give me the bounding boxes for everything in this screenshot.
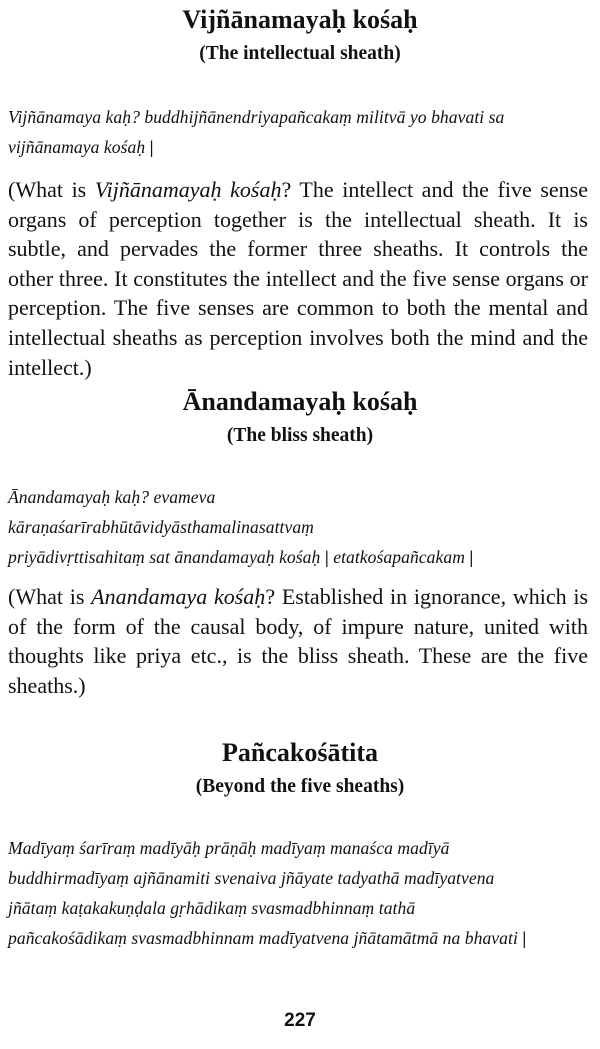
verse-line: buddhirmadīyaṃ ajñānamiti svenaiva jñāyate tadyathā madīyatvena — [8, 868, 495, 888]
verse-line-text: pañcakośādikaṃ svasmadbhinnam madīyatvena jñātamātmā na bhavati — [8, 928, 518, 948]
verse-line: Vijñānamaya kaḥ? buddhijñānendriyapañcakaṃ militvā yo bhavati sa — [8, 107, 505, 127]
danda-mark: | — [149, 137, 154, 157]
translation-emphasis: Vijñānamayaḥ kośaḥ — [94, 177, 282, 202]
translation-text — [0, 175, 600, 382]
danda-mark: | — [469, 547, 474, 567]
translation-suffix: ? Established in ignorance, which is of the form of the causal body, of impure nature, united with thoughts like priya etc., is the bliss sheath. These are the five sheaths.) — [8, 584, 588, 698]
translation-prefix: (What is — [8, 177, 95, 202]
sanskrit-verse-2 — [0, 482, 600, 572]
sanskrit-verse-1 — [0, 102, 600, 162]
verse-line — [0, 132, 600, 162]
verse-line: kāraṇaśarīrabhūtāvidyāsthamalinasattvaṃ — [8, 517, 314, 537]
verse-line — [0, 542, 600, 572]
section-subtitle: (The intellectual sheath) — [199, 43, 401, 64]
verse-line: Madīyaṃ śarīraṃ madīyāḥ prāṇāḥ madīyaṃ manaśca madīyā — [8, 838, 450, 858]
section-subtitle: (The bliss sheath) — [226, 425, 374, 446]
verse-line: Ānandamayaḥ kaḥ? evameva — [8, 487, 216, 507]
section-pancakosatita — [0, 738, 600, 799]
verse-line-text: etatkośapañcakam — [333, 547, 465, 567]
section-subtitle: (Beyond the five sheaths) — [195, 776, 405, 797]
section-title: Ānandamayaḥ kośaḥ — [182, 387, 418, 416]
verse-line-text: priyādivṛttisahitaṃ sat ānandamayaḥ kośaḥ — [8, 547, 321, 567]
danda-mark: | — [522, 928, 527, 948]
translation-text — [0, 582, 600, 700]
section-anandamaya — [0, 387, 600, 448]
section-title: Vijñānamayaḥ kośaḥ — [182, 5, 418, 34]
sanskrit-verse-3 — [0, 833, 600, 953]
section-title: Pañcakośātita — [222, 738, 378, 767]
verse-line-text: vijñānamaya kośaḥ — [8, 137, 146, 157]
translation-suffix: ? The intellect and the five sense organs of perception together is the intellectual sheath. It is subtle, and pervades the former three sheaths. It controls the other three. It constitutes the intellect and the five sense organs or perception. The five senses are common to both the mental and intellectual sheaths as perception involves both the mind and the intellect.) — [8, 177, 588, 380]
danda-mark: | — [324, 547, 329, 567]
section-vijnanamaya — [0, 5, 600, 66]
translation-prefix: (What is — [8, 584, 92, 609]
verse-line — [0, 923, 600, 953]
translation-emphasis: Anandamaya kośaḥ — [91, 584, 266, 609]
translation-paragraph-1 — [0, 175, 600, 382]
verse-line: jñātaṃ kaṭakakuṇḍala gṛhādikaṃ svasmadbhinnaṃ tathā — [8, 898, 416, 918]
page-number: 227 — [284, 1010, 316, 1031]
translation-paragraph-2 — [0, 582, 600, 700]
